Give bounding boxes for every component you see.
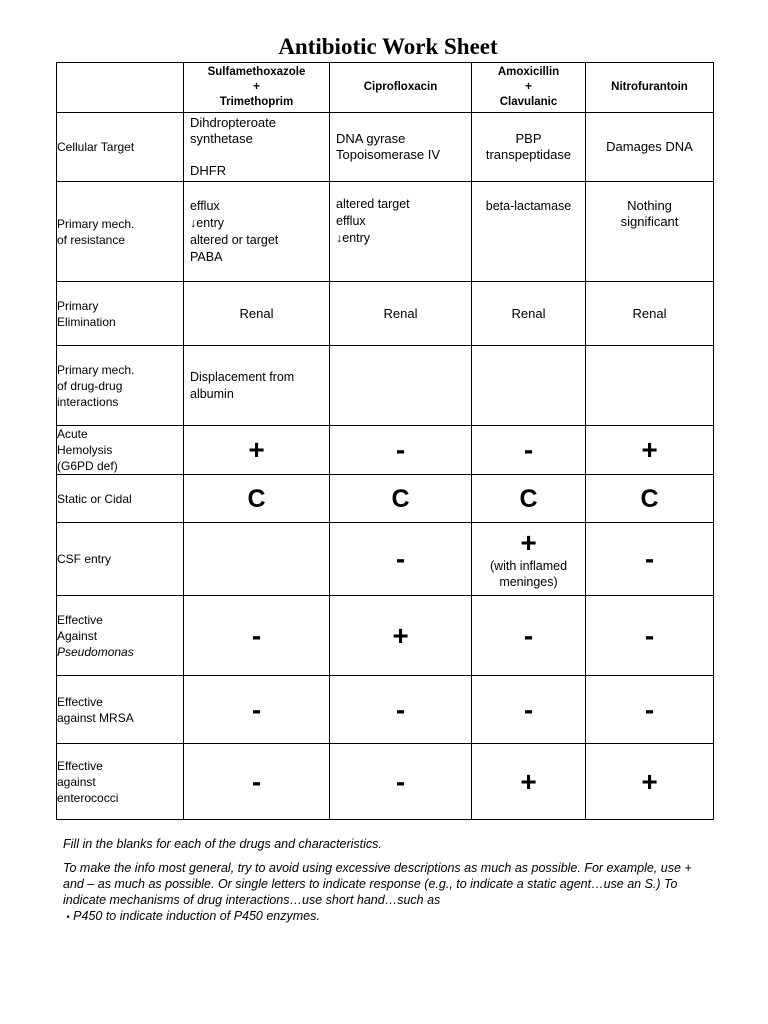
cell-text: Dihdropteroate synthetase DHFR [190, 115, 276, 178]
row-label: CSF entry [57, 523, 184, 596]
cell-text: Renal [383, 305, 418, 321]
cell-value [472, 596, 586, 676]
cell-symbol: - [523, 693, 534, 725]
instruction-line-3 [63, 908, 713, 925]
row-acute-hemolysis [57, 426, 714, 475]
row-label: Primary mech. of resistance [57, 182, 184, 282]
row-cellular-target [57, 113, 714, 182]
instruction-line-1: Fill in the blanks for each of the drugs and characteristics. [63, 837, 382, 851]
cell-symbol: - [251, 619, 262, 651]
cell-value [184, 182, 330, 282]
cell-value [184, 346, 330, 426]
cell-symbol: - [251, 693, 262, 725]
cell-symbol: - [644, 693, 655, 725]
cell-note: (with inflamed meninges) [489, 559, 568, 589]
cell-symbol: + [392, 619, 409, 651]
cell-value [472, 744, 586, 820]
header-row [57, 63, 714, 113]
cell-value [330, 282, 472, 346]
row-effective-mrsa [57, 676, 714, 744]
cell-symbol: C [640, 484, 659, 513]
row-label: Static or Cidal [57, 475, 184, 523]
cell-value [472, 676, 586, 744]
row-label: Effective against enterococci [57, 744, 184, 820]
cell-value [330, 426, 472, 475]
cell-text: Renal [632, 305, 667, 321]
cell-text: DNA gyrase Topoisomerase IV [336, 131, 441, 162]
cell-value [184, 113, 330, 182]
header-sulfamethoxazole-trimethoprim: Sulfamethoxazole + Trimethoprim [184, 63, 330, 113]
cell-value [330, 475, 472, 523]
row-effective-pseudomonas [57, 596, 714, 676]
cell-text: Nothing significant [620, 198, 679, 229]
cell-symbol: C [391, 484, 410, 513]
cell-symbol: - [395, 434, 406, 465]
cell-symbol: C [247, 484, 266, 513]
instructions [63, 836, 713, 925]
cell-text: beta-lactamase [485, 199, 572, 213]
header-nitrofurantoin: Nitrofurantoin [586, 63, 714, 113]
cell-symbol: - [251, 765, 262, 797]
cell-symbol: + [520, 527, 537, 558]
cell-symbol: - [644, 543, 655, 574]
row-label: Primary Elimination [57, 282, 184, 346]
cell-value [184, 426, 330, 475]
row-label: Acute Hemolysis (G6PD def) [57, 426, 184, 475]
cell-value [586, 475, 714, 523]
cell-value [472, 475, 586, 523]
cell-symbol: - [523, 619, 534, 651]
header-ciprofloxacin: Ciprofloxacin [330, 63, 472, 113]
cell-symbol: + [520, 765, 537, 797]
cell-text: Renal [239, 305, 274, 321]
cell-value [472, 523, 586, 596]
row-primary-elimination [57, 282, 714, 346]
cell-value [586, 282, 714, 346]
cell-value [472, 113, 586, 182]
cell-value [184, 676, 330, 744]
cell-value [586, 426, 714, 475]
cell-symbol: - [395, 543, 406, 574]
cell-text: Damages DNA [606, 139, 693, 154]
cell-value [472, 282, 586, 346]
antibiotic-table [56, 62, 714, 820]
row-label: Effective against MRSA [57, 676, 184, 744]
cell-value [586, 346, 714, 426]
row-label [57, 596, 184, 676]
cell-symbol: + [248, 434, 265, 465]
cell-value [330, 346, 472, 426]
row-label-organism: Pseudomonas [57, 644, 134, 659]
row-label: Cellular Target [57, 113, 184, 182]
cell-text: PBP transpeptidase [485, 131, 572, 162]
cell-text: efflux ↓entry altered or target PABA [190, 199, 279, 264]
cell-symbol: + [641, 434, 658, 465]
cell-symbol: - [395, 765, 406, 797]
bullet-icon: ▪ [66, 911, 70, 922]
cell-value [330, 596, 472, 676]
cell-value [330, 676, 472, 744]
cell-value [330, 744, 472, 820]
cell-value [330, 182, 472, 282]
cell-value [586, 523, 714, 596]
cell-value [330, 113, 472, 182]
cell-value [184, 282, 330, 346]
cell-value [184, 596, 330, 676]
cell-value [184, 475, 330, 523]
cell-symbol: - [395, 693, 406, 725]
row-drug-drug-interactions [57, 346, 714, 426]
cell-value [472, 346, 586, 426]
cell-text: Renal [511, 305, 546, 321]
cell-symbol: - [644, 619, 655, 651]
page-title: Antibiotic Work Sheet [278, 34, 498, 59]
header-corner [57, 63, 184, 113]
cell-text: Displacement from albumin [190, 369, 295, 401]
row-static-or-cidal [57, 475, 714, 523]
cell-symbol: C [519, 484, 538, 513]
instruction-line-3-text: P450 to indicate induction of P450 enzymes. [69, 909, 320, 923]
cell-symbol: - [523, 434, 534, 465]
cell-value [586, 676, 714, 744]
cell-value [586, 113, 714, 182]
row-primary-mech-resistance [57, 182, 714, 282]
instruction-line-2: To make the info most general, try to avoid using excessive descriptions as much as possible. For example, use + and – as much as possible. Or single letters to indicate response (e.g., to indicate a static agent…use an S.) To indicate mechanisms of drug interactions…use short hand…such as [63, 861, 692, 907]
cell-value [586, 182, 714, 282]
cell-value [184, 744, 330, 820]
cell-value [472, 426, 586, 475]
cell-symbol: + [641, 765, 658, 797]
cell-value [472, 182, 586, 282]
cell-value [586, 744, 714, 820]
cell-value [586, 596, 714, 676]
row-label: Primary mech. of drug-drug interactions [57, 346, 184, 426]
cell-text: altered target efflux ↓entry [336, 197, 410, 245]
row-effective-enterococci [57, 744, 714, 820]
row-csf-entry [57, 523, 714, 596]
cell-value [330, 523, 472, 596]
cell-value [184, 523, 330, 596]
header-amoxicillin-clavulanic: Amoxicillin + Clavulanic [472, 63, 586, 113]
row-label-text: Effective Against [57, 612, 103, 643]
